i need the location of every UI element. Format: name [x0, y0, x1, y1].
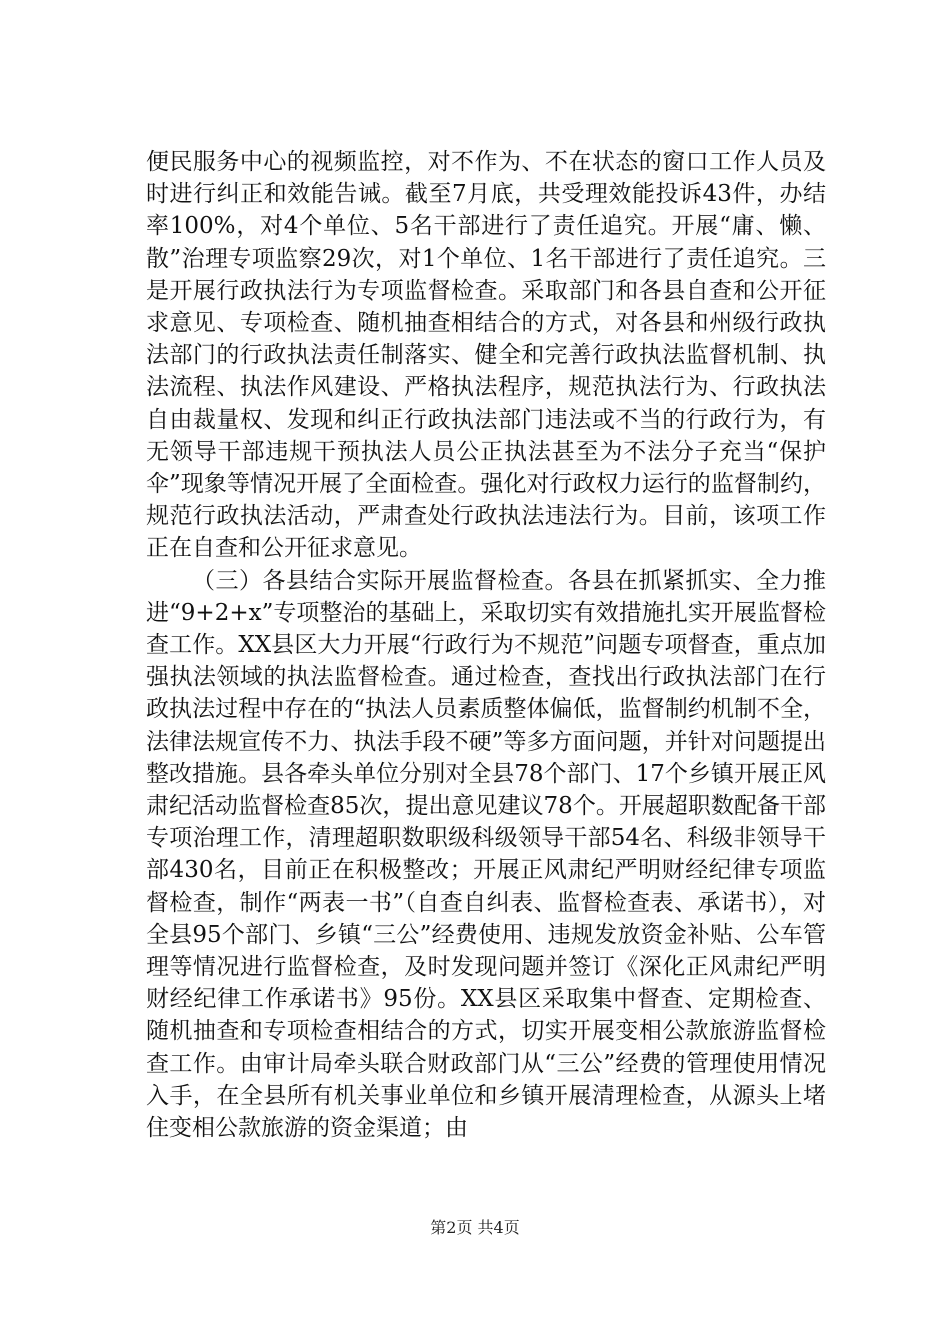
- paragraph-continued: 便民服务中心的视频监控，对不作为、不在状态的窗口工作人员及时进行纠正和效能告诫。截至7月底，共受理效能投诉43件，办结率100%，对4个单位、5名干部进行了责任追究。开展“庸、懒、散”治理专项监察29次，对1个单位、1名干部进行了责任追究。三是开展行政执法行为专项监督检查。采取部门和各县自查和公开征求意见、专项检查、随机抽查相结合的方式，对各县和州级行政执法部门的行政执法责任制落实、健全和完善行政执法监督机制、执法流程、执法作风建设、严格执法程序，规范执法行为、行政执法自由裁量权、发现和纠正行政执法部门违法或不当的行政行为，有无领导干部违规干预执法人员公正执法甚至为不法分子充当“保护伞”现象等情况开展了全面检查。强化对行政权力运行的监督制约，规范行政执法活动，严肃查处行政执法违法行为。目前，该项工作正在自查和公开征求意见。: [146, 149, 826, 562]
- page-footer: 第2页 共4页: [430, 1218, 520, 1237]
- paragraph-section-three: （三）各县结合实际开展监督检查。各县在抓紧抓实、全力推进“9+2+x”专项整治的基础上，采取切实有效措施扎实开展监督检查工作。XX县区大力开展“行政行为不规范”问题专项督查，重点加强执法领域的执法监督检查。通过检查，查找出行政执法部门在行政执法过程中存在的“执法人员素质整体偏低，监督制约机制不全，法律法规宣传不力、执法手段不硬”等多方面问题，并针对问题提出整改措施。县各牵头单位分别对全县78个部门、17个乡镇开展正风肃纪活动监督检查85次，提出意见建议78个。开展超职数配备干部专项治理工作，清理超职数职级科级领导干部54名、科级非领导干部430名，目前正在积极整改；开展正风肃纪严明财经纪律专项监督检查，制作“两表一书”（自查自纠表、监督检查表、承诺书），对全县95个部门、乡镇“三公”经费使用、违规发放资金补贴、公车管理等情况进行监督检查，及时发现问题并签订《深化正风肃纪严明财经纪律工作承诺书》95份。XX县区采取集中督查、定期检查、随机抽查和专项检查相结合的方式，切实开展变相公款旅游监督检查工作。由审计局牵头联合财政部门从“三公”经费的管理使用情况入手，在全县所有机关事业单位和乡镇开展清理检查，从源头上堵住变相公款旅游的资金渠道；由: [146, 567, 826, 1142]
- document-body: [146, 146, 826, 1144]
